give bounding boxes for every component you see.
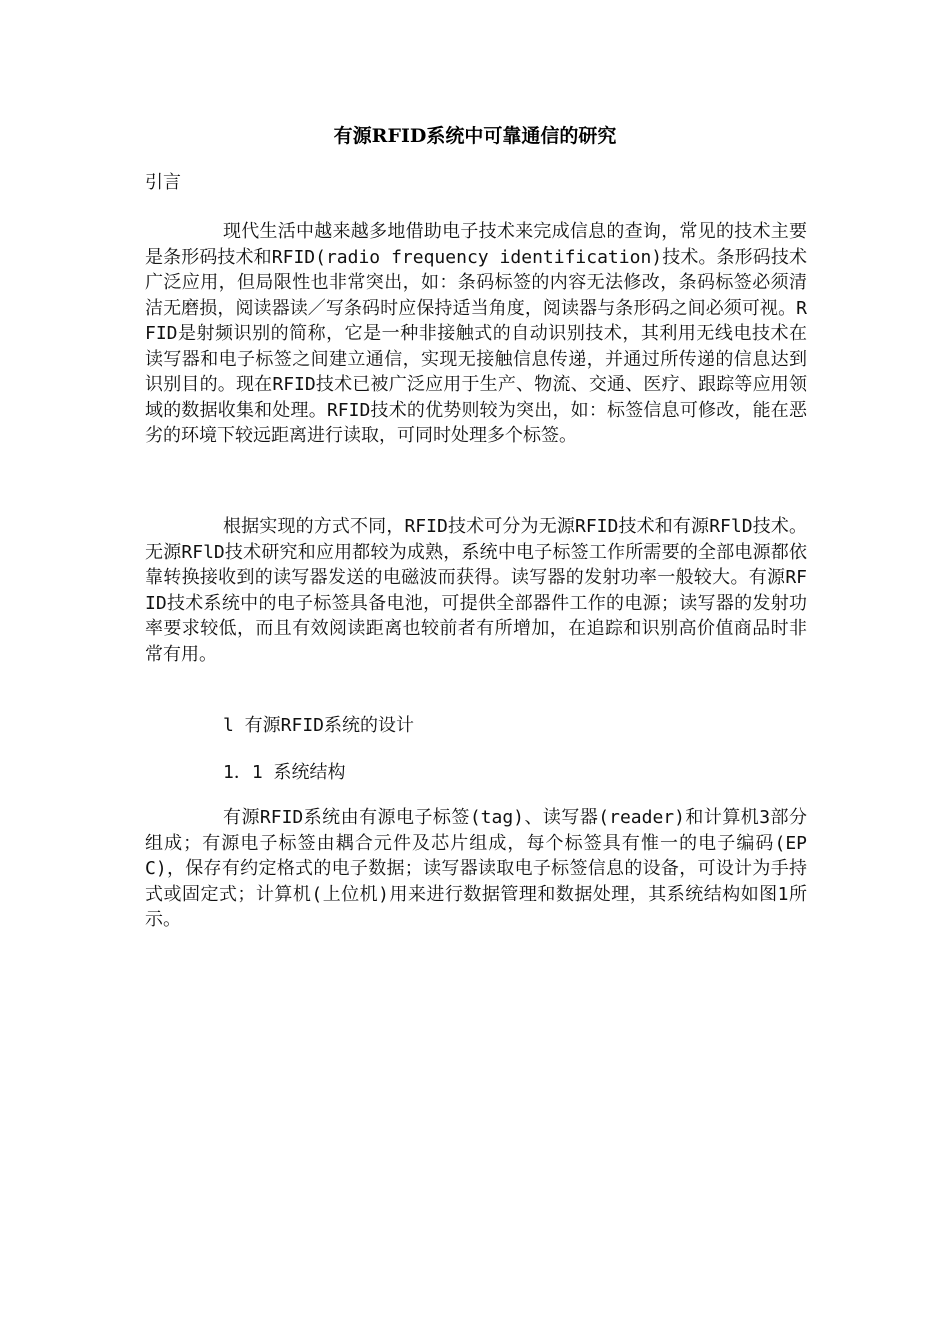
section-heading: l 有源RFID系统的设计 [223,715,415,736]
intro-heading: 引言 [145,172,181,193]
subsection-heading: 1．1 系统结构 [223,762,346,783]
page-title: 有源RFID系统中可靠通信的研究 [333,125,617,147]
paragraph-intro: 现代生活中越来越多地借助电子技术来完成信息的查询，常见的技术主要是条形码技术和RFID(radio frequency identification)技术。条形码技术广泛应用，但局限性也非常突出，如：条码标签的内容无法修改，条码标签必须清洁无磨损，阅读器读／写条码时应保持适当角度，阅读器与条形码之间必须可视。RFID是射频识别的简称，它是一种非接触式的自动识别技术，其利用无线电技术在读写器和电子标签之间建立通信，实现无接触信息传递，并通过所传递的信息达到识别目的。现在RFID技术已被广泛应用于生产、物流、交通、医疗、跟踪等应用领域的数据收集和处理。RFID技术的优势则较为突出，如：标签信息可修改，能在恶劣的环境下较远距离进行读取，可同时处理多个标签。 [145,221,807,446]
paragraph-classification: 根据实现的方式不同，RFID技术可分为无源RFID技术和有源RFlD技术。无源RFlD技术研究和应用都较为成熟，系统中电子标签工作所需要的全部电源都依靠转换接收到的读写器发送的电磁波而获得。读写器的发射功率一般较大。有源RFID技术系统中的电子标签具备电池，可提供全部器件工作的电源；读写器的发射功率要求较低，而且有效阅读距离也较前者有所增加，在追踪和识别高价值商品时非常有用。 [145,516,807,665]
paragraph-system-structure: 有源RFID系统由有源电子标签(tag)、读写器(reader)和计算机3部分组成；有源电子标签由耦合元件及芯片组成，每个标签具有惟一的电子编码(EPC)，保存有约定格式的电子数据；读写器读取电子标签信息的设备，可设计为手持式或固定式；计算机(上位机)用来进行数据管理和数据处理，其系统结构如图1所示。 [145,807,807,930]
